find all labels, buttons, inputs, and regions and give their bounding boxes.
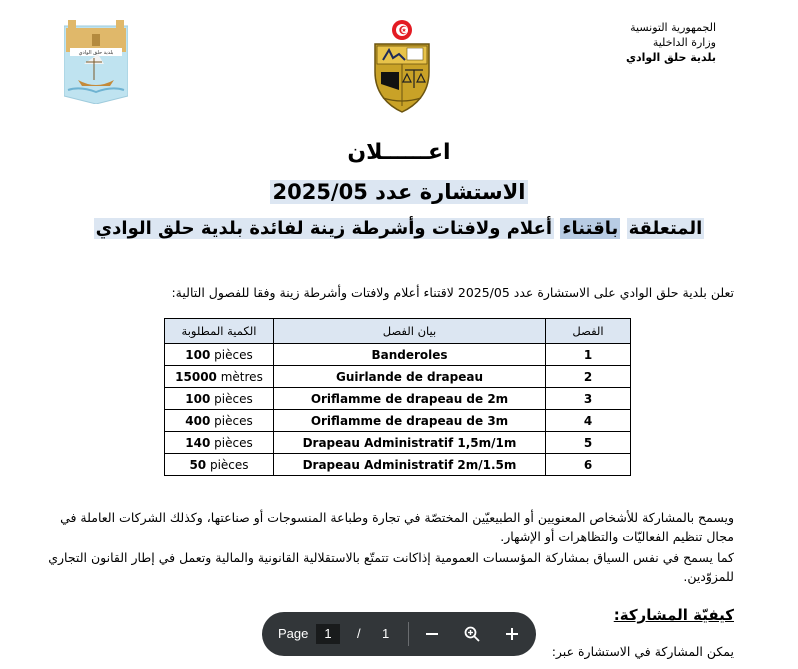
- announcement-title: اعــــــلان: [347, 140, 451, 165]
- table-row: [165, 366, 631, 388]
- current-page-input[interactable]: 1: [316, 624, 340, 644]
- table-row: [165, 410, 631, 432]
- lot-quantity: [165, 410, 274, 432]
- pdf-page-toolbar: [262, 612, 536, 656]
- header-quantity: الكمية المطلوبة: [165, 319, 274, 344]
- participation-via-text: يمكن المشاركة في الاستشارة عبر:: [551, 644, 734, 659]
- quantity-value: 15000: [175, 369, 217, 384]
- municipality-logo: [64, 18, 128, 104]
- quantity-value: 400: [185, 413, 211, 428]
- municipality-line: بلدية حلق الوادي: [625, 51, 716, 64]
- table-row: [165, 388, 631, 410]
- lot-quantity: [165, 432, 274, 454]
- header-lot-number: الفصل: [546, 319, 631, 344]
- lot-number: 5: [546, 432, 631, 454]
- republic-line: الجمهورية التونسية: [630, 21, 716, 34]
- zoom-icon: [463, 625, 481, 643]
- quantity-value: 140: [185, 435, 211, 450]
- consultation-number-text: الاستشارة عدد 2025/05: [272, 180, 526, 204]
- subject-rest: أعلام ولافتات وأشرطة زينة لفائدة بلدية حلق الوادي: [95, 218, 553, 239]
- quantity-value: 100: [185, 391, 211, 406]
- table-header-row: [165, 319, 631, 344]
- lot-description: Drapeau Administratif 2m/1.5m: [274, 454, 546, 476]
- table-row: [165, 454, 631, 476]
- lot-description: Drapeau Administratif 1,5m/1m: [274, 432, 546, 454]
- fit-zoom-button[interactable]: [460, 622, 484, 646]
- subject-highlight: باقتناء: [562, 218, 619, 239]
- page-label: Page: [278, 626, 309, 641]
- quantity-value: 50: [189, 457, 207, 472]
- lots-table: [164, 318, 631, 476]
- coat-of-arms-emblem: [369, 18, 435, 114]
- page-separator: /: [357, 626, 361, 641]
- quantity-value: 100: [185, 347, 211, 362]
- total-pages: 1: [382, 626, 390, 641]
- lot-quantity: [165, 344, 274, 366]
- lot-quantity: [165, 388, 274, 410]
- quantity-unit: pièces: [214, 435, 253, 450]
- ministry-line: وزارة الداخلية: [652, 36, 716, 49]
- lot-number: 1: [546, 344, 631, 366]
- header-lot-description: بيان الفصل: [274, 319, 546, 344]
- lot-number: 2: [546, 366, 631, 388]
- logo-caption-text: بلدية حلق الوادي: [78, 50, 114, 56]
- quantity-unit: pièces: [209, 457, 249, 472]
- lot-description: Oriflamme de drapeau de 3m: [274, 410, 546, 432]
- quantity-unit: mètres: [220, 369, 263, 384]
- minus-icon: [424, 626, 440, 642]
- lot-description: Oriflamme de drapeau de 2m: [274, 388, 546, 410]
- lot-number: 3: [546, 388, 631, 410]
- lot-description: Guirlande de drapeau: [274, 366, 546, 388]
- intro-text: تعلن بلدية حلق الوادي على الاستشارة عدد 2025/05 لاقتناء أعلام ولافتات وأشرطة زينة وفقا للفصول التالية:: [171, 285, 734, 300]
- zoom-out-button[interactable]: [420, 622, 444, 646]
- plus-icon: [504, 626, 520, 642]
- toolbar-divider: [408, 622, 409, 646]
- participation-heading: كيفيّة المشاركة:: [613, 606, 734, 624]
- subject-title: [0, 218, 798, 239]
- eligibility-paragraph: ويسمح بالمشاركة للأشخاص المعنويين أو الطبيعيّين المختصّة في تجارة وطباعة المنسوجات أو صناعتها، وكذلك الشركات العاملة في مجال تنظيم الفعاليّات والتظاهرات أو الإشهار.: [60, 510, 734, 544]
- administration-block: [626, 20, 716, 65]
- quantity-unit: pièces: [214, 391, 253, 406]
- lot-description: Banderoles: [274, 344, 546, 366]
- lot-quantity: [165, 366, 274, 388]
- table-row: [165, 344, 631, 366]
- lot-quantity: [165, 454, 274, 476]
- zoom-in-button[interactable]: [500, 622, 524, 646]
- subject-prefix: المتعلقة: [628, 218, 703, 239]
- public-institutions-paragraph: كما يسمح في نفس السياق بمشاركة المؤسسات العمومية إذاكانت تتمتّع بالاستقلالية القانونية والمالية وتعمل في إطار القانون التجاري للمزوّدين.: [48, 550, 734, 584]
- table-row: [165, 432, 631, 454]
- lot-number: 4: [546, 410, 631, 432]
- lot-number: 6: [546, 454, 631, 476]
- quantity-unit: pièces: [214, 347, 253, 362]
- consultation-number-title: [0, 180, 798, 204]
- quantity-unit: pièces: [214, 413, 253, 428]
